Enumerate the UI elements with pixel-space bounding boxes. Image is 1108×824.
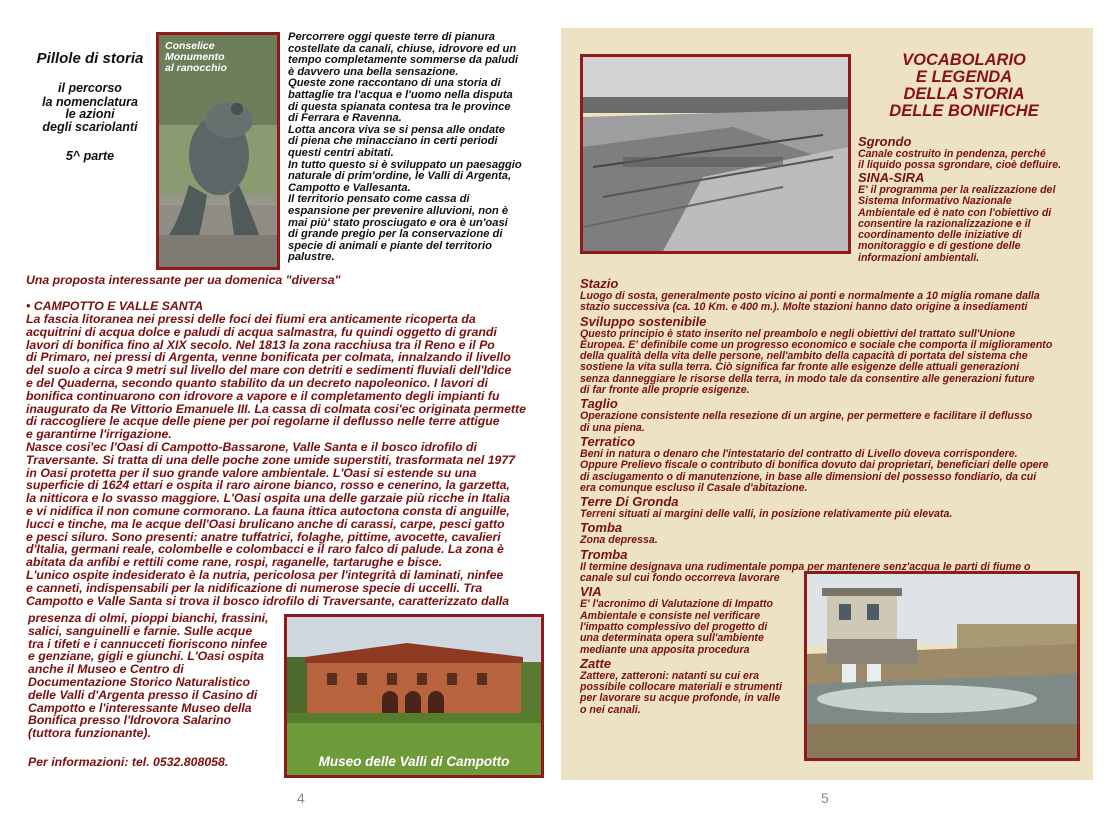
intro-line: espansione per prevenire alluvioni, non è	[288, 204, 509, 217]
intro-line: costellate da canali, chiuse, idrovore ed un	[288, 42, 517, 55]
intro-line: questi centri abitati.	[288, 146, 394, 159]
main-line: e pesci siluro. Sono presenti: anatre tuffatrici, folaghe, pittime, avocette, cavalieri	[26, 529, 501, 544]
entry-term: Sgrondo	[858, 134, 912, 149]
main-line: e vi nidifica il non comune cormorano. La fauna ittica autoctona consta di anguille,	[26, 503, 510, 518]
intro-line: In tutto questo si è sviluppato un paesaggio	[288, 158, 522, 171]
frog-caption-line: Conselice	[165, 40, 215, 52]
intro-line: battaglie tra l'acqua e l'uomo nella disputa	[288, 88, 513, 101]
entry-line: di asciugamento o di manutenzione, in base alle dimensioni del possesso fondiario, da cui	[580, 470, 1037, 483]
entry-line: Canale costruito in pendenza, perché	[858, 148, 1046, 160]
frog-monument-photo	[156, 32, 280, 270]
entry-line: Oppure Prelievo fiscale o contributo di bonifica dovuto dai proprietari, beneficiari delle opere	[580, 459, 1049, 472]
bottom-line: e genziane, gigli e giunchi. L'Oasi ospita	[28, 649, 264, 664]
entry-term: Zatte	[580, 655, 612, 671]
entry-line: E' il programma per la realizzazione del	[858, 184, 1056, 196]
main-line: lucci e tinche, ma le acque dell'Oasi brulicano anche di carassi, carpe, pesci gatto	[26, 516, 505, 531]
entry-term: Terre Di Gronda	[580, 494, 679, 510]
entry-line: Zattere, zatteroni: natanti su cui era	[580, 669, 759, 682]
main-line: La fascia litoranea nei pressi delle foci dei fiumi era anticamente ricoperta da	[26, 312, 476, 326]
main-line: L'unico ospite indesiderato è la nutria, pericolosa per l'integrità di laminati, ninfee	[26, 567, 504, 582]
left-page	[0, 0, 553, 806]
main-line: e del Quaderna, secondo quanto stabilito da un decreto napoleonico. I lavori di	[26, 375, 488, 390]
main-line: Campotto e Valle Santa si trova il bosco idrofilo di Traversante, caratterizzato dalla	[26, 593, 510, 608]
intro-line: di piena che minacciano in certi periodi	[288, 135, 498, 148]
intro-line: Lotta ancora viva se si pensa alle ondate	[288, 123, 505, 136]
sidebar-line: il percorso	[58, 81, 122, 95]
entry-line: per lavorare su acque profonde, in valle	[580, 692, 781, 705]
bottom-line: Bonifica presso l'Idrovora Salarino	[28, 713, 232, 728]
entry-line: sostiene la vita sulla terra. Ciò significa far fronte alle esigenze delle attuali generazioni	[580, 361, 1020, 374]
main-line: e garantirne l'irrigazione.	[26, 427, 172, 442]
title-line: DELLE BONIFICHE	[889, 102, 1039, 120]
bottom-line: presenza di olmi, pioppi bianchi, frassini,	[28, 611, 269, 625]
bottom-line: salici, sanguinelli e farnie. Sulle acque	[28, 623, 253, 638]
intro-line: mai più' stato prosciugato e ora è un'oasi	[288, 216, 508, 229]
entry-line: possibile collocare materiali e strumenti	[580, 681, 782, 694]
bottom-line: (tuttora funzionante).	[28, 726, 151, 741]
main-line: Nasce cosi'ec l'Oasi di Campotto-Bassarone, Valle Santa e il bosco idrofilo di	[26, 439, 477, 454]
main-line: e canneti, indispensabili per la nidificazione di numerose specie di uccelli. Tra	[26, 580, 483, 595]
info-text: Per informazioni: tel. 0532.808058.	[28, 755, 229, 769]
main-line: in Oasi protetta per il suo grande valore ambientale. L'Oasi si estende su una	[26, 465, 477, 480]
right-page	[561, 28, 1093, 780]
entry-line: una determinata opera sull'ambiente	[580, 632, 764, 645]
entry-line: Terreni situati ai margini delle valli, in posizione relativamente più elevata.	[580, 508, 953, 521]
bottom-line: tra i tifeti e i cannucceti fioriscono ninfee	[28, 636, 268, 651]
entry-term: Tomba	[580, 520, 623, 536]
museum-photo	[284, 614, 544, 778]
entry-line: senza danneggiare le risorse della terra, in modo tale da consentire alle generazioni future	[580, 372, 1035, 385]
sluice-gate-image	[807, 574, 1077, 758]
entry-line: Ambientale ed è nato con l'obiettivo di	[858, 206, 1052, 219]
entry-sgrondo	[858, 134, 1061, 172]
bottom-text	[28, 612, 269, 740]
intro-line: Percorrere oggi queste terre di pianura	[288, 31, 496, 43]
main-line: di raccogliere le acque delle piene per poi regolarne il deflusso nelle terre attigue	[26, 414, 500, 429]
intro-line: Il territorio pensato come cassa di	[288, 193, 470, 206]
sidebar-line: la nomenclatura	[42, 95, 138, 109]
intro-line: è davvero una bella sensazione.	[288, 65, 459, 78]
intro-line: di grande pregio per la conservazione di	[288, 228, 503, 241]
entry-line: della qualità della vita delle persone, nell'ambito della capacità di portata del sistema che	[580, 350, 1028, 363]
entry-line: consentire la razionalizzazione e il	[858, 217, 1031, 230]
main-line: acquitrini di acqua dolce e paludi di acqua salmastra, fu quindi oggetto di grandi	[26, 324, 497, 339]
page-number: 5	[821, 790, 829, 806]
entry-term: Stazio	[580, 276, 619, 291]
title-line: E LEGENDA	[915, 68, 1013, 86]
intro-line: specie di animali e piante del territorio	[288, 239, 492, 252]
main-line: la nitticora e lo svasso maggiore. L'Oasi ospita una delle garzaie più ricche in Italia	[26, 491, 511, 506]
entry-line: stazio successiva (ca. 10 Km. e 400 m.). Molte stazioni hanno dato origine a insediamenti	[580, 301, 1028, 314]
intro-line: palustre.	[288, 251, 335, 264]
bottom-line: Campotto e l'interessante Museo della	[28, 700, 252, 715]
entry-line: il liquido possa sgrondare, cioè defluire.	[858, 159, 1062, 172]
intro-line: naturale di prim'ordine, le Valli di Argenta,	[288, 170, 512, 183]
museum-building-image	[287, 617, 541, 775]
bottom-line: Documentazione Storico Naturalistico	[28, 674, 251, 689]
entry-term: Terratico	[580, 433, 636, 449]
main-line: Traversante. Si tratta di una delle poche zone umide superstiti, trasformata nel 1977	[26, 452, 516, 467]
entry-line: Beni in natura o denaro che l'intestatario del contratto di Livello doveva corrispondere.	[580, 447, 1018, 460]
entry-line: Il termine designava una rudimentale pompa per mantenere senz'acqua le parti di fiume o	[580, 560, 1031, 573]
main-line: lavori di bonifica fino al XIX secolo. Nel 1813 la zona racchiusa tra il Reno e il Po	[26, 337, 495, 352]
proposal-text: Una proposta interessante per ua domenica "diversa"	[26, 273, 341, 287]
entry-line: Zona depressa.	[580, 534, 658, 547]
frog-caption-line: Monumento	[165, 51, 225, 63]
entry-line: di far fronte alle proprie esigenze.	[580, 384, 750, 397]
bottom-line: delle Valli d'Argenta presso il Casino di	[28, 687, 258, 702]
section-heading: • CAMPOTTO E VALLE SANTA	[26, 299, 204, 313]
entry-term: SINA-SIRA	[858, 170, 925, 185]
entry-term: Sviluppo sostenibile	[580, 313, 707, 329]
entry-line: E' l'acronimo di Valutazione di Impatto	[580, 598, 773, 611]
historic-works-photo	[580, 54, 851, 254]
entry-line: monitoraggio e di gestione delle	[858, 240, 1021, 253]
title-line: DELLA STORIA	[903, 85, 1025, 103]
entry-line: era comunque escluso il Casale d'abitazione.	[580, 481, 808, 494]
entry-line: Sistema Informativo Nazionale	[858, 195, 1012, 208]
entry-line: Operazione consistente nella resezione di un argine, per permettere e facilitare il deflusso	[580, 410, 1033, 423]
sidebar-line: le azioni	[65, 107, 115, 121]
entry-line: di una piena.	[580, 421, 645, 434]
pumping-station-photo	[804, 571, 1080, 761]
intro-line: tempo completamente sommerse da paludi	[288, 54, 519, 67]
entry-term: Taglio	[580, 396, 618, 412]
sidebar-title: Pillole di storia	[36, 50, 144, 67]
main-line: bonifica continuarono con idrovore a vapore e il completamento degli impianti fu	[26, 388, 500, 403]
entry-line: coordinamento delle iniziative di	[858, 229, 1022, 242]
entry-term: Tromba	[580, 546, 628, 562]
main-line: d'Italia, germani reale, colombelle e colombacci e il raro falco di palude. La zona è	[26, 542, 504, 557]
entry-line: l'impatto complessivo del progetto di	[580, 620, 768, 633]
frog-caption	[165, 41, 227, 74]
museum-caption: Museo delle Valli di Campotto	[318, 754, 510, 769]
intro-line: Campotto e Vallesanta.	[288, 181, 411, 194]
sidebar-line: degli scariolanti	[42, 120, 138, 134]
intro-line: Queste zone raccontano di una storia di	[288, 77, 501, 90]
vocabulary-title	[861, 52, 1067, 120]
entry-line: Ambientale e consiste nel verificare	[580, 609, 761, 622]
entry-sina-sira	[858, 170, 1055, 264]
main-line: superficie di 1624 ettari e ospita il raro airone bianco, rosso e cenerino, la garzetta,	[26, 478, 510, 493]
main-line: abitata da anfibi e rettili come rane, rospi, raganelle, tartarughe e bisce.	[26, 555, 443, 570]
entry-term: VIA	[580, 584, 602, 600]
intro-text	[288, 32, 550, 264]
entry-line: Questo principio è stato inserito nel preambolo e negli obiettivi del trattato sull'Unione	[580, 327, 1016, 340]
title-line: VOCABOLARIO	[902, 51, 1026, 69]
entry-line: o nei canali.	[580, 703, 641, 716]
sidebar-part: 5^ parte	[65, 149, 115, 163]
bottom-line: anche il Museo e Centro di	[28, 662, 184, 677]
entry-line: Luogo di sosta, generalmente posto vicino ai ponti e normalmente a 10 miglia romane dalla	[580, 290, 1040, 302]
main-text	[26, 313, 526, 607]
entry-line: mediante una apposita procedura	[580, 643, 750, 656]
main-line: di Primaro, nei pressi di Argenta, venne bonificata per colmata, innalzando il livello	[26, 350, 511, 365]
main-line: del suolo a circa 9 metri sul livello del mare con detriti e sedimenti fluviali dell'Idice	[26, 363, 512, 378]
entry-line: canale sul cui fondo occorreva lavorare	[580, 572, 780, 585]
entry-line: informazioni ambientali.	[858, 251, 980, 264]
intro-line: di questa spianata contesa tra le province	[288, 100, 511, 113]
main-line: inaugurato da Re Vittorio Emanuele III. La cassa di colmata cosi'ec originata permette	[26, 401, 526, 416]
frog-caption-line: al ranocchio	[165, 62, 227, 74]
bonifica-works-image	[583, 57, 848, 251]
intro-line: di Ferrara e Ravenna.	[288, 112, 402, 125]
entry-line: Europea. E' definibile come un progresso economico e sociale che comporta il miglioramento	[580, 338, 1053, 351]
page-number: 4	[297, 790, 305, 806]
